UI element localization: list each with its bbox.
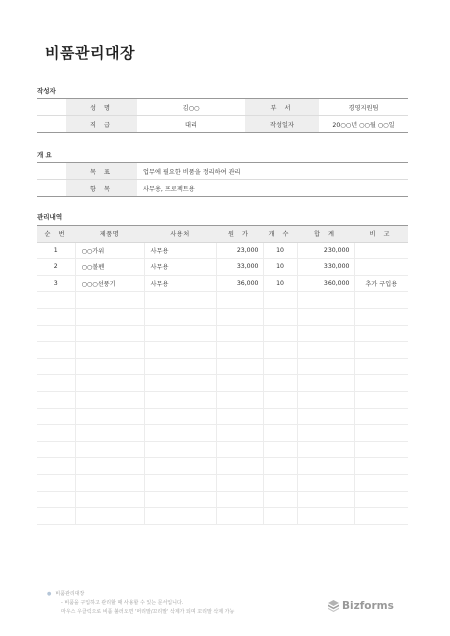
table-cell: [354, 308, 408, 325]
table-cell: 사무용: [144, 275, 216, 292]
table-cell: 추가 구입용: [354, 275, 408, 292]
table-row: [37, 292, 408, 309]
column-header: 비 고: [354, 226, 408, 243]
table-cell: [297, 458, 354, 475]
table-cell: [37, 408, 75, 425]
table-cell: [354, 391, 408, 408]
table-cell: [354, 242, 408, 259]
brand-logo: [328, 600, 394, 612]
overview-row-category: [37, 180, 408, 197]
footer-line-1: - 비품을 구입하고 관리할 때 사용할 수 있는 문서입니다.: [61, 600, 184, 606]
table-cell: [263, 408, 297, 425]
author-table: [37, 98, 408, 133]
table-cell: [75, 292, 144, 309]
table-cell: [37, 325, 75, 342]
column-header: 원 가: [216, 226, 263, 243]
document-title: 비품관리대장: [45, 44, 135, 62]
table-cell: [75, 425, 144, 442]
items-body: [37, 242, 408, 524]
table-cell: [263, 458, 297, 475]
table-cell: 1: [37, 242, 75, 259]
table-cell: [297, 508, 354, 525]
table-cell: [263, 342, 297, 359]
table-cell: ○○가위: [75, 242, 144, 259]
table-row: [37, 342, 408, 359]
table-cell: [354, 425, 408, 442]
table-cell: [75, 408, 144, 425]
table-cell: [354, 292, 408, 309]
table-cell: [263, 308, 297, 325]
table-cell: [354, 508, 408, 525]
table-cell: [216, 325, 263, 342]
table-cell: [144, 474, 216, 491]
table-cell: [297, 425, 354, 442]
table-cell: [144, 458, 216, 475]
table-cell: [37, 391, 75, 408]
table-row: [37, 441, 408, 458]
table-cell: [37, 342, 75, 359]
table-cell: [37, 441, 75, 458]
table-row: [37, 508, 408, 525]
table-cell: [297, 325, 354, 342]
table-cell: [216, 508, 263, 525]
table-cell: [75, 508, 144, 525]
name-value: 김○○: [182, 104, 200, 112]
table-row: [37, 491, 408, 508]
author-section-heading: 작성자: [37, 87, 56, 95]
table-cell: [263, 508, 297, 525]
table-cell: [216, 375, 263, 392]
table-cell: [354, 491, 408, 508]
table-row: [37, 375, 408, 392]
table-cell: [263, 375, 297, 392]
table-cell: [297, 308, 354, 325]
table-cell: [354, 325, 408, 342]
table-cell: 10: [263, 259, 297, 276]
table-cell: 3: [37, 275, 75, 292]
table-cell: [354, 458, 408, 475]
table-cell: 36,000: [216, 275, 263, 292]
column-header: 사용처: [144, 226, 216, 243]
table-cell: [263, 391, 297, 408]
footer-notes: [47, 590, 234, 617]
table-cell: [297, 292, 354, 309]
overview-section-heading: 개 요: [37, 151, 52, 159]
table-row: [37, 425, 408, 442]
table-cell: 360,000: [297, 275, 354, 292]
table-cell: [216, 474, 263, 491]
bizforms-logo-icon: [328, 600, 339, 612]
table-cell: [216, 391, 263, 408]
table-row: [37, 458, 408, 475]
table-cell: [37, 425, 75, 442]
table-row: [37, 242, 408, 259]
table-cell: [354, 441, 408, 458]
bullet-icon: ●: [47, 591, 52, 597]
table-cell: [216, 408, 263, 425]
department-value: 경영지원팀: [348, 104, 379, 112]
table-cell: [354, 375, 408, 392]
table-cell: 230,000: [297, 242, 354, 259]
table-cell: [75, 441, 144, 458]
table-cell: 330,000: [297, 259, 354, 276]
table-cell: 2: [37, 259, 75, 276]
table-cell: [263, 292, 297, 309]
table-cell: [144, 308, 216, 325]
table-cell: [37, 474, 75, 491]
items-section-heading: 관리내역: [37, 213, 63, 221]
table-cell: [216, 358, 263, 375]
goal-label: 목 표: [66, 163, 137, 180]
table-cell: [37, 375, 75, 392]
footer-title: 비품관리대장: [55, 591, 85, 597]
rank-value: 대리: [137, 116, 245, 133]
overview-row-goal: [37, 163, 408, 180]
column-header: 제품명: [75, 226, 144, 243]
table-cell: [354, 408, 408, 425]
table-row: [37, 391, 408, 408]
table-cell: [297, 474, 354, 491]
table-cell: 10: [263, 275, 297, 292]
table-cell: [216, 425, 263, 442]
table-cell: [144, 508, 216, 525]
table-cell: [297, 358, 354, 375]
date-value: 20○○년 ○○월 ○○일: [319, 116, 408, 133]
column-header: 합 계: [297, 226, 354, 243]
table-cell: [144, 358, 216, 375]
table-row: [37, 325, 408, 342]
table-cell: [144, 425, 216, 442]
table-row: [37, 308, 408, 325]
table-cell: [297, 342, 354, 359]
table-cell: [37, 458, 75, 475]
table-cell: [75, 325, 144, 342]
table-cell: [263, 358, 297, 375]
rank-label: 직 급: [66, 116, 137, 133]
table-cell: [216, 458, 263, 475]
table-cell: [144, 391, 216, 408]
table-cell: [297, 408, 354, 425]
table-cell: 33,000: [216, 259, 263, 276]
table-cell: [216, 342, 263, 359]
table-cell: [297, 375, 354, 392]
table-cell: [37, 292, 75, 309]
category-value: 사무용, 프로젝트용: [137, 180, 408, 197]
table-cell: [263, 491, 297, 508]
table-row: [37, 358, 408, 375]
category-label: 항 목: [66, 180, 137, 197]
table-cell: ○○볼펜: [75, 259, 144, 276]
table-cell: 10: [263, 242, 297, 259]
date-label: 작성일자: [245, 116, 319, 133]
table-cell: [37, 491, 75, 508]
table-row: [37, 474, 408, 491]
table-cell: [297, 491, 354, 508]
table-cell: 사무용: [144, 242, 216, 259]
table-cell: [263, 441, 297, 458]
table-cell: [75, 342, 144, 359]
table-cell: [144, 375, 216, 392]
table-cell: [144, 491, 216, 508]
table-row: [37, 259, 408, 276]
goal-value: 업무에 필요한 비품을 정리하여 관리: [143, 168, 241, 176]
table-cell: [216, 308, 263, 325]
table-cell: [354, 358, 408, 375]
table-cell: [75, 474, 144, 491]
column-header: 개 수: [263, 226, 297, 243]
table-cell: ○○○선풍기: [75, 275, 144, 292]
table-cell: [75, 391, 144, 408]
table-cell: [144, 441, 216, 458]
items-table: [37, 225, 408, 525]
table-cell: [354, 474, 408, 491]
table-cell: [75, 308, 144, 325]
table-cell: [216, 491, 263, 508]
table-cell: [144, 342, 216, 359]
author-row-rank: [37, 116, 408, 133]
items-header-row: [37, 226, 408, 243]
overview-table: [37, 162, 408, 197]
table-cell: [75, 375, 144, 392]
name-label: 성 명: [66, 99, 137, 116]
table-cell: [354, 342, 408, 359]
brand-name: Bizforms: [342, 600, 394, 612]
table-cell: [216, 292, 263, 309]
table-row: [37, 275, 408, 292]
table-cell: [75, 458, 144, 475]
table-cell: [216, 441, 263, 458]
table-row: [37, 408, 408, 425]
table-cell: [263, 474, 297, 491]
table-cell: [37, 508, 75, 525]
table-cell: [37, 358, 75, 375]
footer-line-2: 마우스 우클릭으로 비품 불러오면 '머리말/꼬리말' 삭제가 되며 꼬리말 삭제 가능: [61, 609, 235, 615]
table-cell: [354, 259, 408, 276]
department-label: 부 서: [245, 99, 319, 116]
table-cell: 사무용: [144, 259, 216, 276]
table-cell: [144, 408, 216, 425]
table-cell: 23,000: [216, 242, 263, 259]
table-cell: [144, 325, 216, 342]
table-cell: [37, 308, 75, 325]
table-cell: [297, 391, 354, 408]
table-cell: [75, 491, 144, 508]
author-row-name: [37, 99, 408, 116]
table-cell: [297, 441, 354, 458]
table-cell: [144, 292, 216, 309]
table-cell: [75, 358, 144, 375]
table-cell: [263, 325, 297, 342]
column-header: 순 번: [37, 226, 75, 243]
table-cell: [263, 425, 297, 442]
